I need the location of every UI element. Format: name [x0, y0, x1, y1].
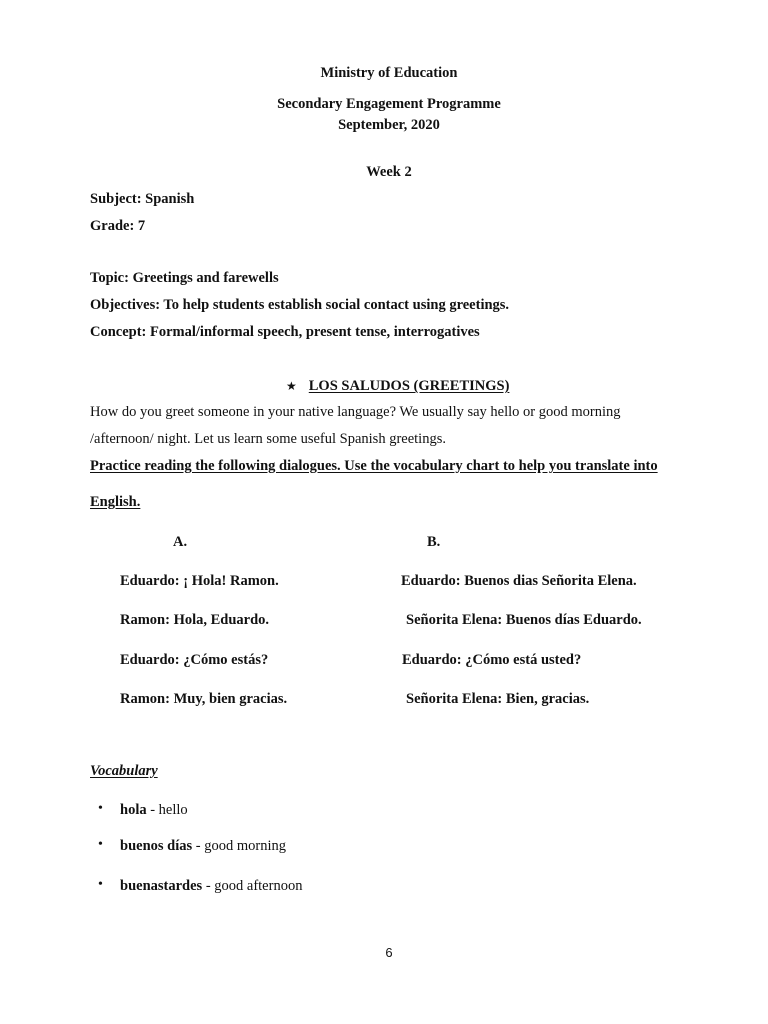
- bullet-icon: •: [98, 877, 103, 892]
- dialogue-a-line: Ramon: Muy, bien gracias.: [120, 691, 288, 707]
- dialogue-a-label: A.: [173, 534, 188, 550]
- dialogue-b-line: Eduardo: ¿Cómo está usted?: [402, 652, 582, 668]
- dialogue-b-line: Eduardo: Buenos dias Señorita Elena.: [401, 573, 637, 589]
- instruction-line-1: Practice reading the following dialogues. Use the vocabulary chart to help you translate into: [90, 458, 658, 474]
- star-icon: ★: [286, 379, 297, 393]
- vocabulary-term: buenos días: [120, 838, 193, 854]
- programme-heading: Secondary Engagement Programme: [277, 96, 501, 112]
- vocabulary-item: [120, 837, 286, 855]
- subject-line: Subject: Spanish: [90, 191, 195, 207]
- vocabulary-meaning: - good morning: [192, 838, 286, 854]
- vocabulary-heading: Vocabulary: [90, 763, 158, 779]
- bullet-icon: •: [98, 837, 103, 852]
- dialogue-a-line: Ramon: Hola, Eduardo.: [120, 612, 270, 628]
- date-heading: September, 2020: [338, 117, 440, 133]
- intro-line-2: /afternoon/ night. Let us learn some useful Spanish greetings.: [90, 431, 446, 447]
- ministry-heading: Ministry of Education: [320, 65, 458, 81]
- bullet-icon: •: [98, 801, 103, 816]
- dialogue-a-line: Eduardo: ¿Cómo estás?: [120, 652, 269, 668]
- dialogue-b-line: Señorita Elena: Buenos días Eduardo.: [406, 612, 642, 628]
- vocabulary-meaning: - hello: [146, 802, 188, 818]
- topic-line: Topic: Greetings and farewells: [90, 270, 279, 286]
- vocabulary-item: [120, 877, 302, 895]
- dialogue-b-line: Señorita Elena: Bien, gracias.: [406, 691, 590, 707]
- page-number: 6: [385, 945, 393, 960]
- vocabulary-term: buenastardes: [120, 878, 203, 894]
- grade-line: Grade: 7: [90, 218, 146, 234]
- instruction-line-2: English.: [90, 494, 141, 510]
- section-title: LOS SALUDOS (GREETINGS): [308, 378, 510, 394]
- vocabulary-meaning: - good afternoon: [202, 878, 303, 894]
- concept-line: Concept: Formal/informal speech, present tense, interrogatives: [90, 324, 480, 340]
- vocabulary-item: [120, 801, 188, 819]
- dialogue-a-line: Eduardo: ¡ Hola! Ramon.: [120, 573, 279, 589]
- dialogue-b-label: B.: [427, 534, 441, 550]
- vocabulary-term: hola: [120, 802, 147, 818]
- week-heading: Week 2: [366, 164, 412, 180]
- section-heading: [286, 377, 509, 395]
- intro-line-1: How do you greet someone in your native language? We usually say hello or good morning: [90, 404, 621, 420]
- objectives-line: Objectives: To help students establish social contact using greetings.: [90, 297, 510, 313]
